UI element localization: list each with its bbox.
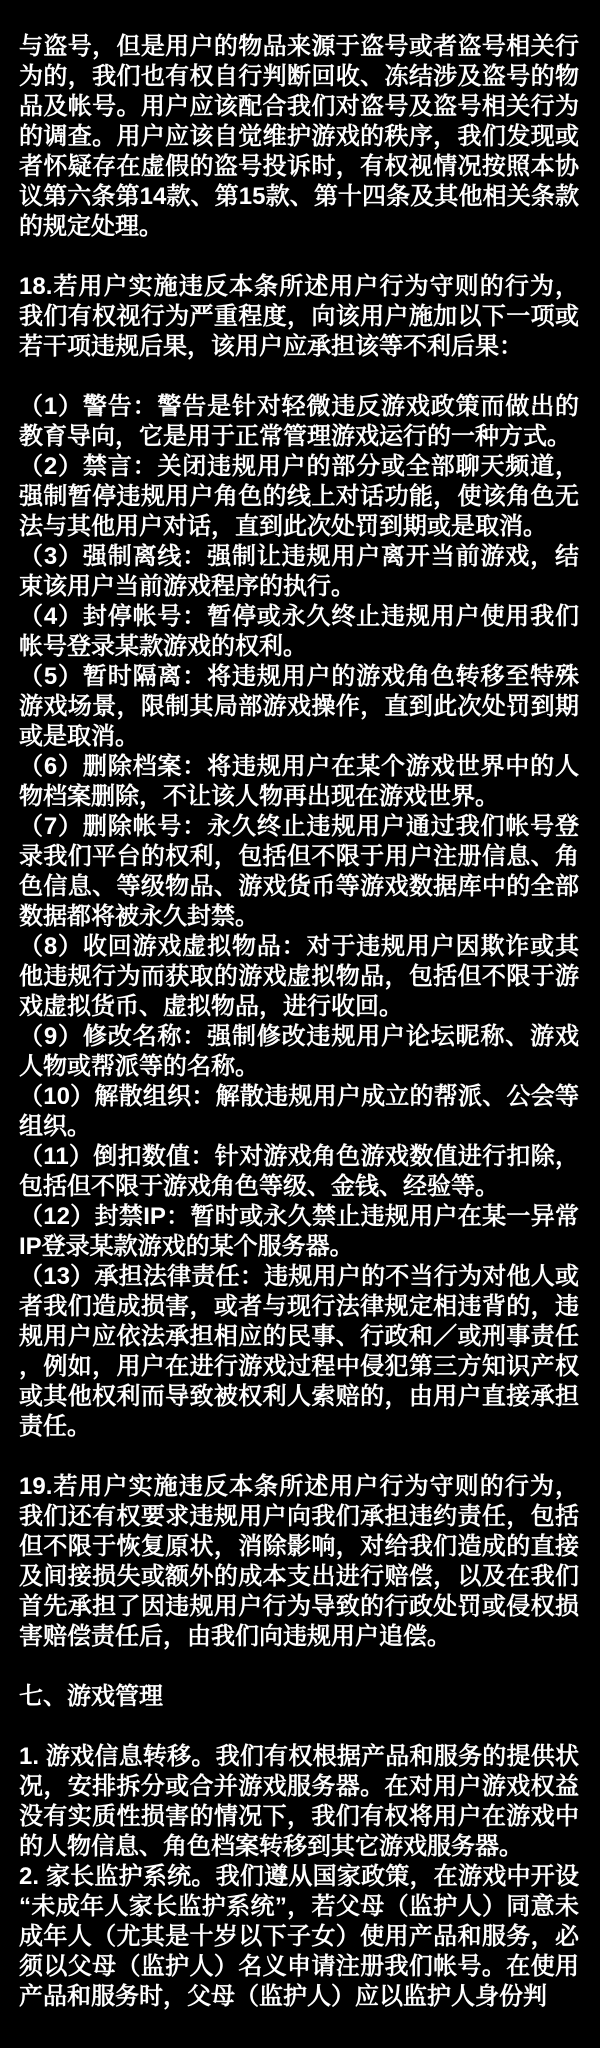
section-7-body (19, 1742, 579, 2012)
penalty-item-10: （10）解散组织：解散违规用户成立的帮派、公会等组织。 (19, 1083, 579, 1140)
penalty-item-4: （4）封停帐号：暂停或永久终止违规用户使用我们帐号登录某款游戏的权利。 (19, 603, 579, 660)
clause-18-intro: 18.若用户实施违反本条所述用户行为守则的行为，我们有权视行为严重程度，向该用户施加以下一项或若干项违规后果，该用户应承担该等不利后果： (19, 273, 579, 360)
penalty-item-1: （1）警告：警告是针对轻微违反游戏政策而做出的教育导向，它是用于正常管理游戏运行的一种方式。 (19, 393, 579, 450)
penalty-item-12: （12）封禁IP：暂时或永久禁止违规用户在某一异常IP登录某款游戏的某个服务器。 (19, 1203, 579, 1260)
penalty-item-8: （8）收回游戏虚拟物品：对于违规用户因欺诈或其他违规行为而获取的游戏虚拟物品，包括但不限于游戏虚拟货币、虚拟物品，进行收回。 (19, 933, 579, 1020)
penalty-item-2: （2）禁言：关闭违规用户的部分或全部聊天频道，强制暂停违规用户角色的线上对话功能，使该角色无法与其他用户对话，直到此次处罚到期或是取消。 (19, 453, 579, 540)
section-7-item-game-info-transfer: 1. 游戏信息转移。我们有权根据产品和服务的提供状况，安排拆分或合并游戏服务器。在对用户游戏权益没有实质性损害的情况下，我们有权将用户在游戏中的人物信息、角色档案转移到其它游戏服务器。 (19, 1743, 579, 1860)
penalty-item-13: （13）承担法律责任：违规用户的不当行为对他人或者我们造成损害，或者与现行法律规定相违背的，违规用户应依法承担相应的民事、行政和／或刑事责任，例如，用户在进行游戏过程中侵犯第三方知识产权或其他权利而导致被权利人索赔的，由用户直接承担责任。 (19, 1263, 579, 1440)
paragraph-stolen-account-continuation: 与盗号，但是用户的物品来源于盗号或者盗号相关行为的，我们也有权自行判断回收、冻结涉及盗号的物品及帐号。用户应该配合我们对盗号及盗号相关行为的调查。用户应该自觉维护游戏的秩序，我们发现或者怀疑存在虚假的盗号投诉时，有权视情况按照本协议第六条第14款、第15款、第十四条及其他相关条款的规定处理。 (19, 33, 579, 240)
penalty-item-9: （9）修改名称：强制修改违规用户论坛昵称、游戏人物或帮派等的名称。 (19, 1023, 579, 1080)
penalty-item-11: （11）倒扣数值：针对游戏角色游戏数值进行扣除，包括但不限于游戏角色等级、金钱、经验等。 (19, 1143, 579, 1200)
penalty-item-3: （3）强制离线：强制让违规用户离开当前游戏，结束该用户当前游戏程序的执行。 (19, 543, 579, 600)
penalty-item-6: （6）删除档案：将违规用户在某个游戏世界中的人物档案删除，不让该人物再出现在游戏世界。 (19, 753, 579, 810)
penalty-item-5: （5）暂时隔离：将违规用户的游戏角色转移至特殊游戏场景，限制其局部游戏操作，直到此次处罚到期或是取消。 (19, 663, 579, 750)
clause-18-penalty-list (19, 392, 579, 1442)
section-7-heading: 七、游戏管理 (19, 1683, 163, 1710)
section-7-item-parental-guardian-system: 2. 家长监护系统。我们遵从国家政策，在游戏中开设“未成年人家长监护系统”，若父母（监护人）同意未成年人（尤其是十岁以下子女）使用产品和服务，必须以父母（监护人）名义申请注册我们帐号。在使用产品和服务时，父母（监护人）应以监护人身份判 (19, 1863, 579, 2010)
penalty-item-7: （7）删除帐号：永久终止违规用户通过我们帐号登录我们平台的权利，包括但不限于用户注册信息、角色信息、等级物品、游戏货币等游戏数据库中的全部数据都将被永久封禁。 (19, 813, 579, 930)
clause-19: 19.若用户实施违反本条所述用户行为守则的行为，我们还有权要求违规用户向我们承担违约责任，包括但不限于恢复原状，消除影响，对给我们造成的直接及间接损失或额外的成本支出进行赔偿，以及在我们首先承担了因违规用户行为导致的行政处罚或侵权损害赔偿责任后，由我们向违规用户追偿。 (19, 1473, 579, 1650)
